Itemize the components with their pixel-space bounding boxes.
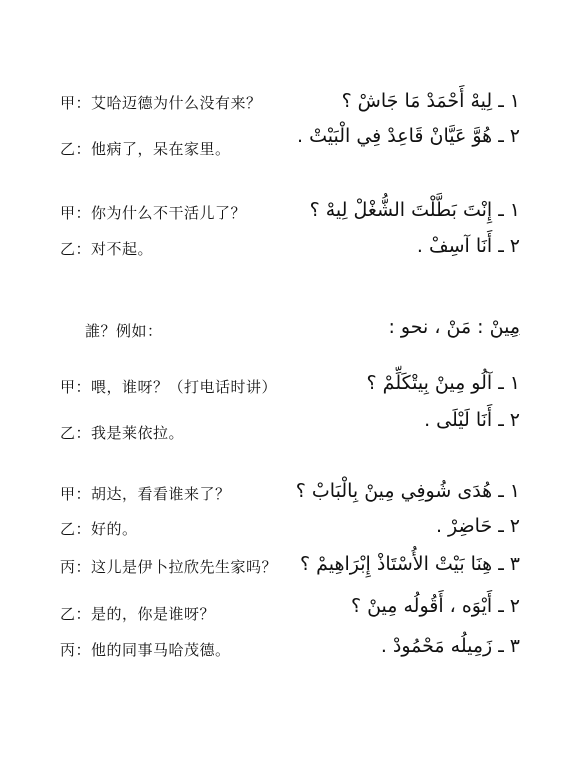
line-dash: ـ bbox=[498, 90, 504, 112]
dialogue4-line2-arabic bbox=[260, 513, 520, 539]
dialogue4-line5-arabic bbox=[260, 633, 520, 659]
dialogue4-line1-chinese: 甲：胡达，看看谁来了？ bbox=[60, 485, 231, 503]
arabic-text: أَيْوَه ، أَقُولُه مِينْ ؟ bbox=[350, 595, 493, 617]
arabic-text: أَنَا لَيْلَى . bbox=[424, 409, 493, 431]
arabic-text: زَمِيلُه مَحْمُودْ . bbox=[380, 635, 493, 657]
dialogue3-line2-arabic bbox=[260, 407, 520, 433]
dialogue4-line4-chinese: 乙：是的，你是谁呀？ bbox=[60, 605, 216, 623]
dialogue3-line1-chinese: 甲：喂，谁呀？（打电话时讲） bbox=[60, 378, 278, 396]
arabic-text: حَاضِرْ . bbox=[435, 515, 493, 537]
dialogue1-line1-arabic bbox=[260, 88, 520, 114]
line-number: ١ bbox=[509, 199, 520, 221]
line-dash: ـ bbox=[498, 199, 504, 221]
line-number: ١ bbox=[509, 372, 520, 394]
line-number: ٣ bbox=[509, 553, 520, 575]
line-number: ٢ bbox=[509, 125, 520, 147]
line-dash: ـ bbox=[498, 235, 504, 257]
line-dash: ـ bbox=[498, 372, 504, 394]
dialogue4-line5-chinese: 丙：他的同事马哈茂德。 bbox=[60, 641, 231, 659]
dialogue4-line3-chinese: 丙：这儿是伊卜拉欣先生家吗？ bbox=[60, 558, 278, 576]
line-number: ٢ bbox=[509, 515, 520, 537]
line-number: ٢ bbox=[509, 235, 520, 257]
heading-keyword: مِينْ bbox=[489, 316, 520, 338]
dialogue4-line3-arabic bbox=[260, 551, 520, 577]
line-dash: ـ bbox=[498, 515, 504, 537]
dialogue2-line2-arabic bbox=[260, 233, 520, 259]
dialogue4-line1-arabic bbox=[260, 478, 520, 504]
dialogue3-line2-chinese: 乙：我是莱依拉。 bbox=[60, 424, 185, 442]
heading-rest: : مَنْ ، نحو : bbox=[388, 316, 484, 338]
line-dash: ـ bbox=[498, 635, 504, 657]
dialogue2-line1-arabic bbox=[260, 197, 520, 223]
line-number: ٣ bbox=[509, 635, 520, 657]
dialogue2-line2-chinese: 乙：对不起。 bbox=[60, 240, 154, 258]
line-number: ٢ bbox=[509, 409, 520, 431]
dialogue1-line2-chinese: 乙：他病了，呆在家里。 bbox=[60, 140, 231, 158]
dialogue1-line2-arabic bbox=[260, 123, 520, 149]
dialogue4-line2-chinese: 乙：好的。 bbox=[60, 520, 138, 538]
dialogue4-line4-arabic bbox=[260, 593, 520, 619]
arabic-text: آلُو مِينْ بِيتْكَلِّمْ ؟ bbox=[366, 372, 493, 394]
line-dash: ـ bbox=[498, 125, 504, 147]
line-number: ١ bbox=[509, 90, 520, 112]
arabic-text: هُوَّ عَيَّانْ قَاعِدْ فِي الْبَيْتْ . bbox=[297, 125, 493, 147]
arabic-text: إِنْتَ بَطَّلْتَ الشُّغْلْ لِيهْ ؟ bbox=[309, 199, 493, 221]
section-heading-chinese: 誰？例如： bbox=[85, 322, 163, 340]
dialogue1-line1-chinese: 甲：艾哈迈德为什么没有来？ bbox=[60, 94, 262, 112]
line-dash: ـ bbox=[498, 409, 504, 431]
line-dash: ـ bbox=[498, 595, 504, 617]
dialogue2-line1-chinese: 甲：你为什么不干活儿了？ bbox=[60, 204, 247, 222]
line-number: ١ bbox=[509, 480, 520, 502]
arabic-text: لِيهْ أَحْمَدْ مَا جَاشْ ؟ bbox=[341, 90, 493, 112]
arabic-text: أَنَا آسِفْ . bbox=[416, 235, 493, 257]
line-dash: ـ bbox=[498, 553, 504, 575]
line-number: ٢ bbox=[509, 595, 520, 617]
dialogue3-line1-arabic bbox=[260, 370, 520, 396]
arabic-text: هِنَا بَيْتْ الأُسْتَاذْ إِبْرَاهِيمْ ؟ bbox=[299, 553, 493, 575]
line-dash: ـ bbox=[498, 480, 504, 502]
section-heading-arabic bbox=[260, 314, 520, 340]
arabic-text: هُدَى شُوفِي مِينْ بِالْبَابْ ؟ bbox=[295, 480, 493, 502]
